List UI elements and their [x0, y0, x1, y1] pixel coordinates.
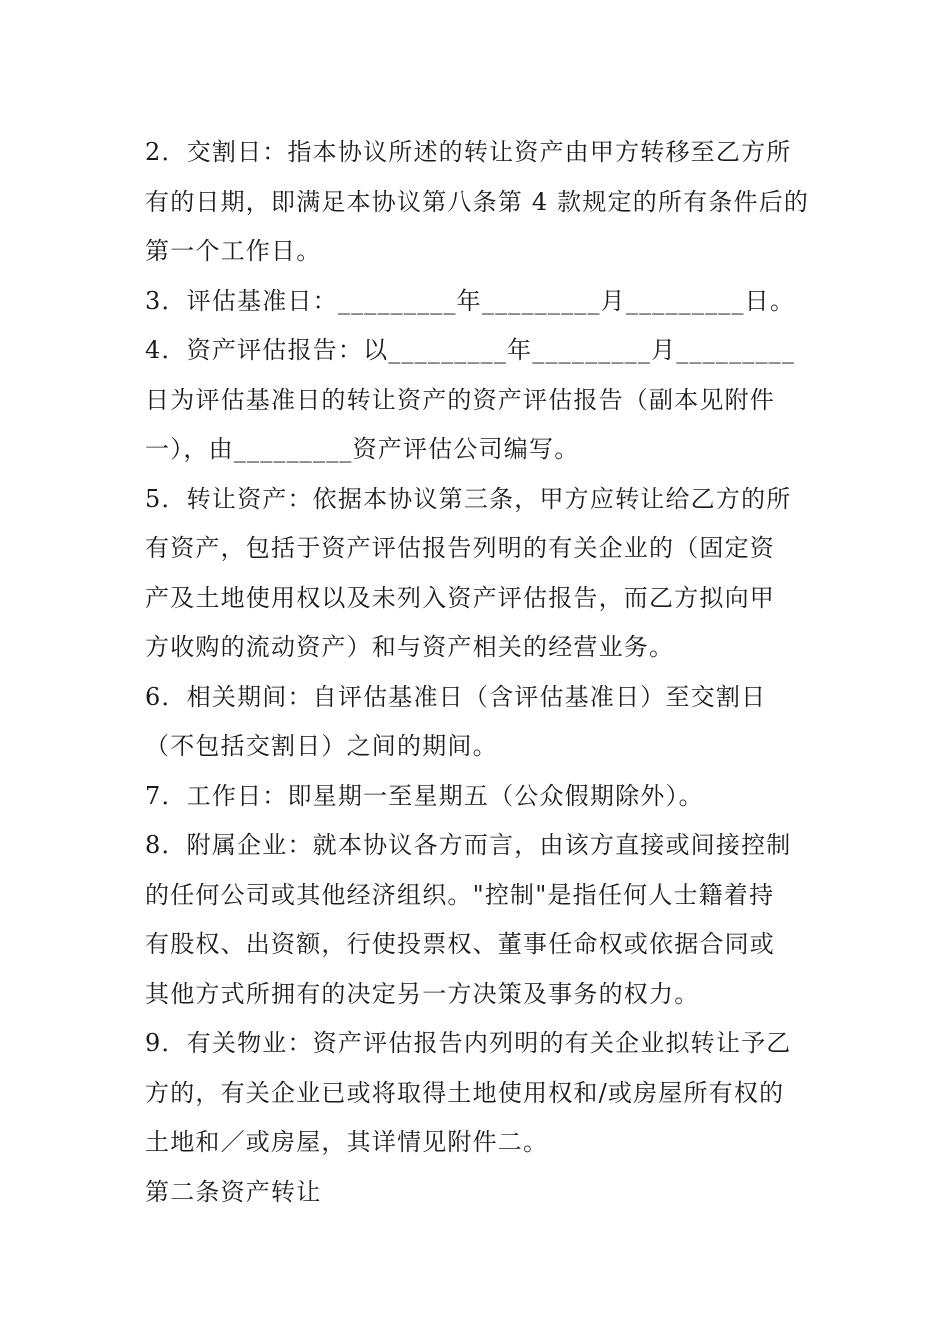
text-line: 6．相关期间：自评估基准日（含评估基准日）至交割日 — [145, 682, 767, 711]
text-line: 2．交割日：指本协议所述的转让资产由甲方转移至乙方所 — [145, 138, 792, 166]
text-line: 有的日期，即满足本协议第八条第 4 款规定的所有条件后的 — [145, 187, 810, 216]
text-line: 第一个工作日。 — [145, 237, 322, 265]
text-line: 方收购的流动资产）和与资产相关的经营业务。 — [145, 633, 675, 661]
text-line: 方的，有关企业已或将取得土地使用权和/或房屋所有权的 — [145, 1078, 785, 1107]
text-line: 3．评估基准日：_________年_________月_________日。 — [145, 286, 796, 315]
text-line: 其他方式所拥有的决定另一方决策及事务的权力。 — [145, 979, 700, 1008]
text-line: 的任何公司或其他经济组织。"控制"是指任何人士籍着持 — [145, 880, 775, 909]
section-heading: 第二条资产转让 — [145, 1177, 322, 1206]
text-line: 8．附属企业：就本协议各方而言，由该方直接或间接控制 — [145, 831, 792, 859]
text-line: 有资产，包括于资产评估报告列明的有关企业的（固定资 — [145, 534, 775, 562]
document-body — [145, 128, 810, 1217]
text-line: 4．资产评估报告：以_________年_________月_________ — [145, 336, 796, 364]
text-line: 5．转让资产：依据本协议第三条，甲方应转让给乙方的所 — [145, 484, 792, 513]
text-line: 7．工作日：即星期一至星期五（公众假期除外）。 — [145, 781, 704, 810]
text-line: 日为评估基准日的转让资产的资产评估报告（副本见附件 — [145, 385, 775, 414]
text-line: 一），由_________资产评估公司编写。 — [145, 435, 580, 463]
text-line: 产及土地使用权以及未列入资产评估报告，而乙方拟向甲 — [145, 583, 775, 612]
text-line: 土地和／或房屋，其详情见附件二。 — [145, 1128, 549, 1156]
text-line: 有股权、出资额，行使投票权、董事任命权或依据合同或 — [145, 930, 775, 958]
text-line: （不包括交割日）之间的期间。 — [145, 732, 498, 760]
text-line: 9．有关物业：资产评估报告内列明的有关企业拟转让予乙 — [145, 1029, 792, 1057]
